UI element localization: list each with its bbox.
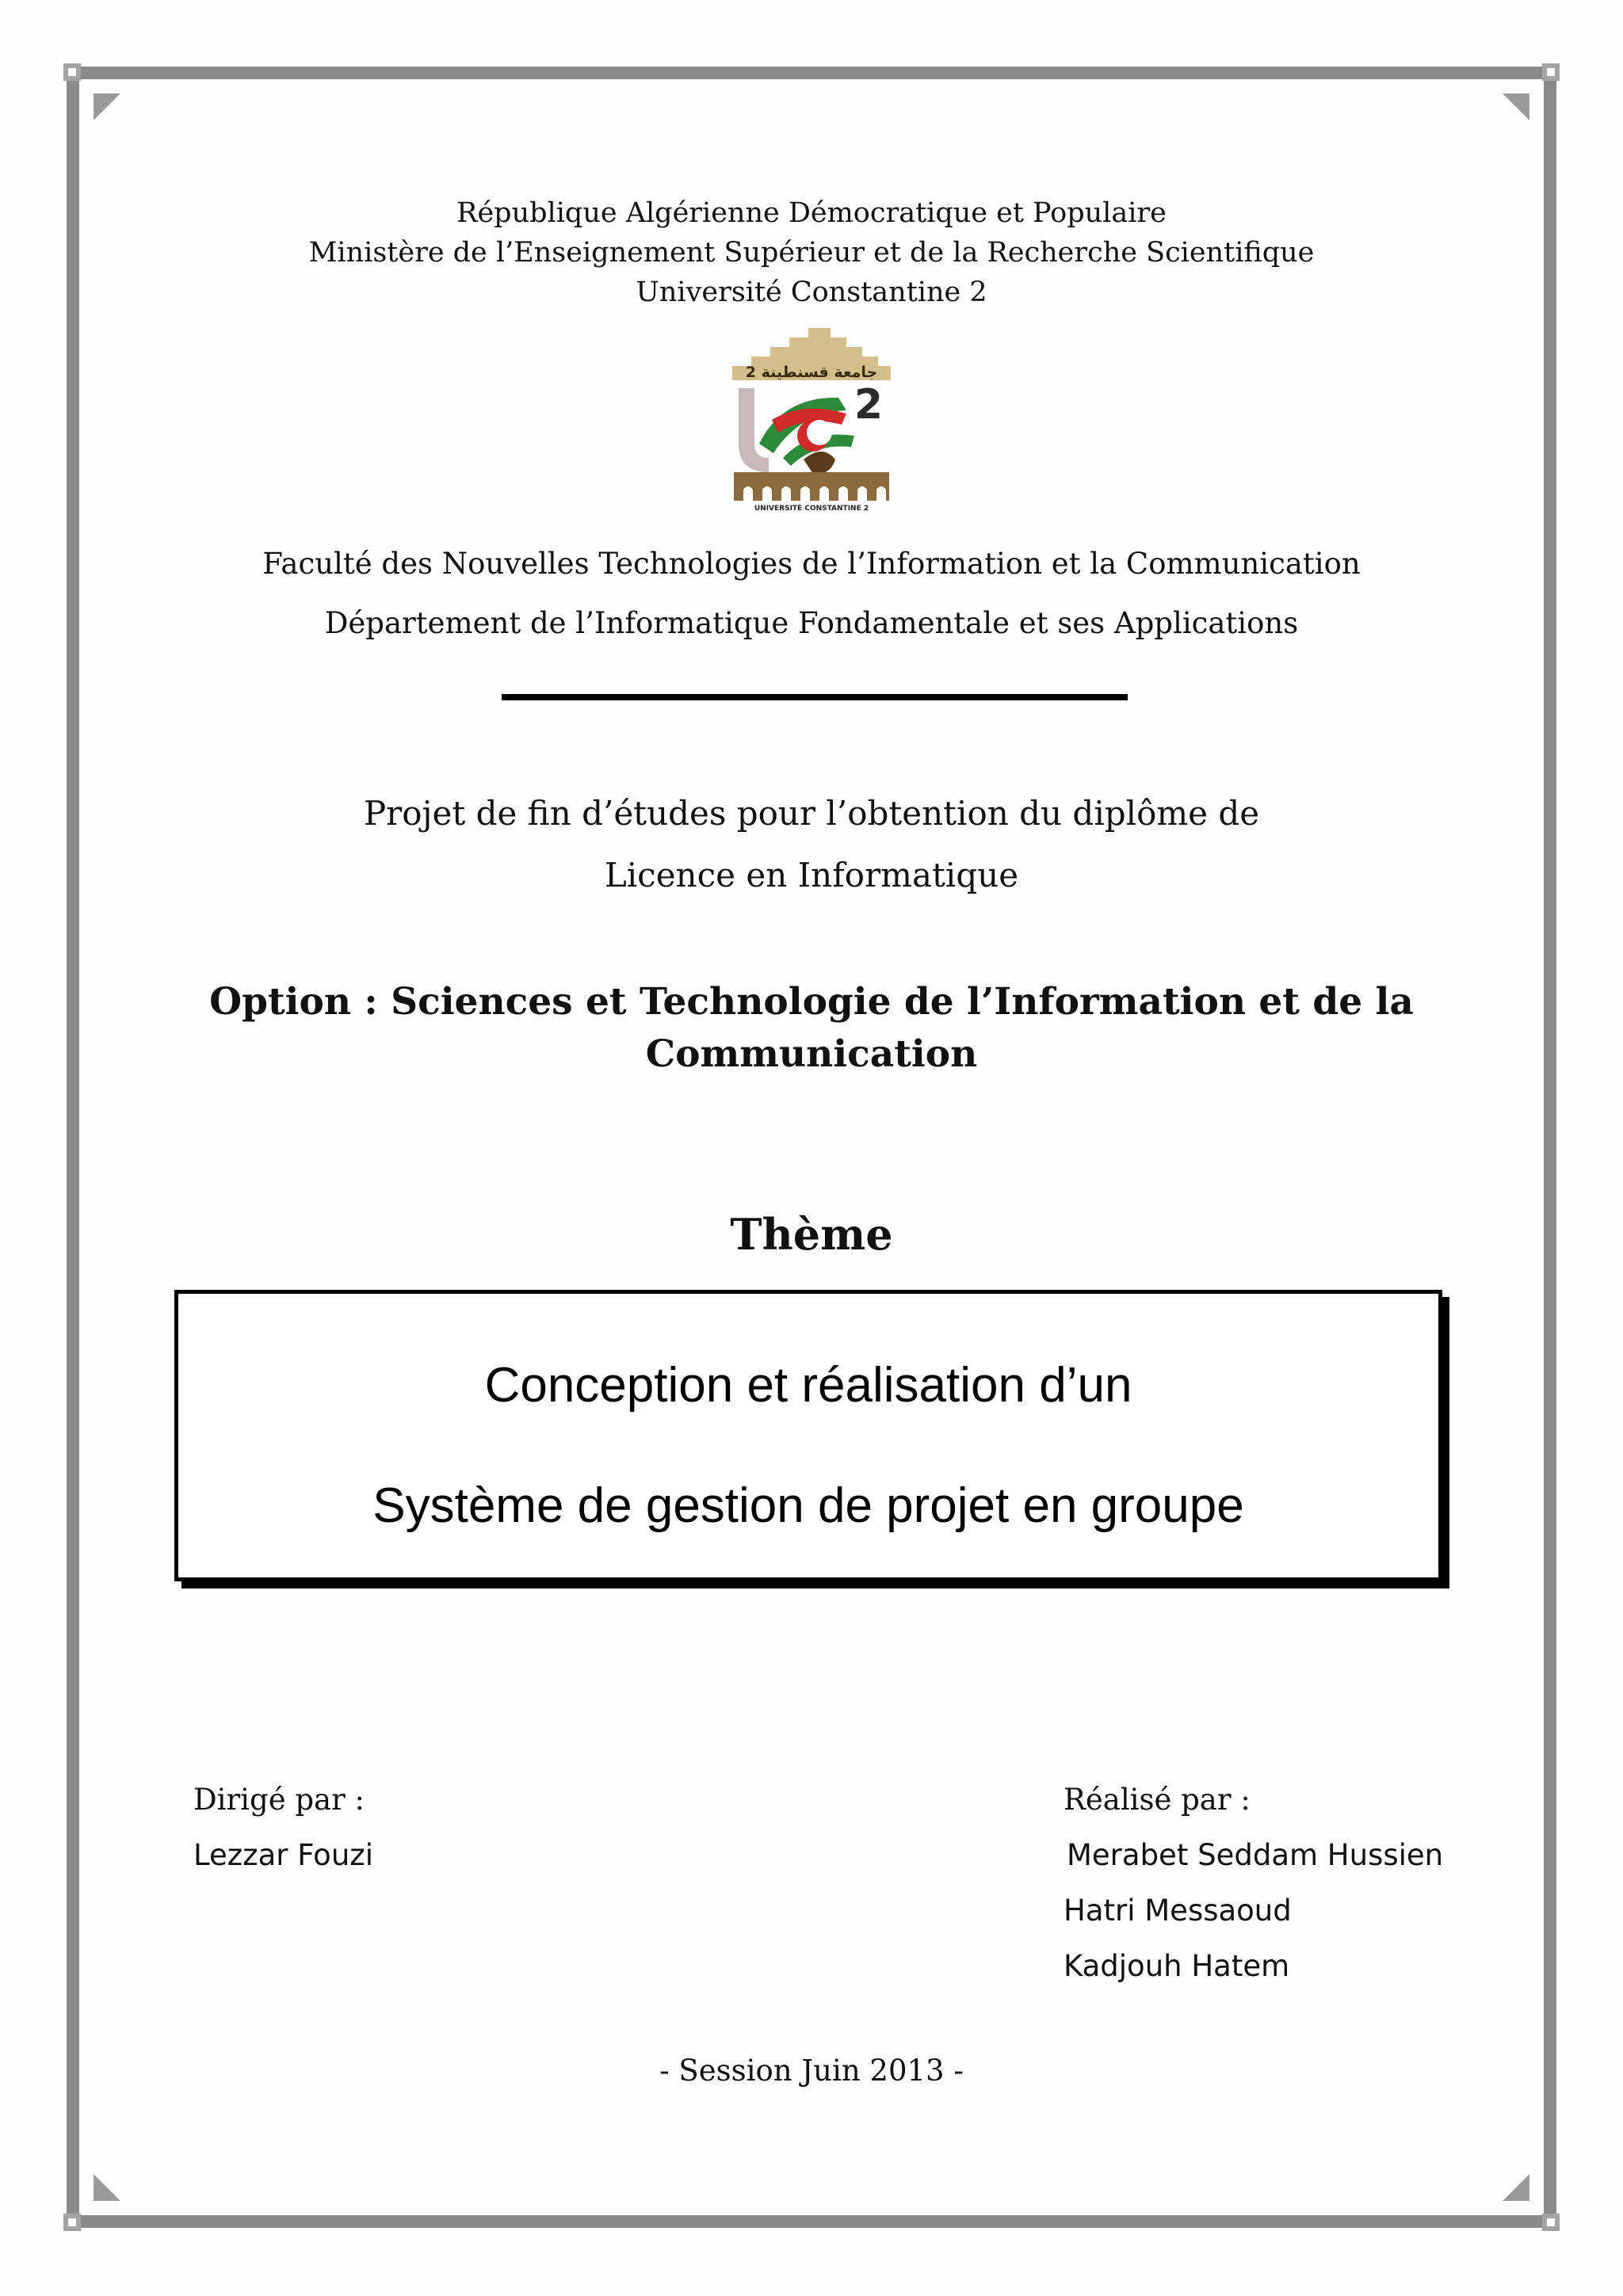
header-ministry: Ministère de l’Enseignement Supérieur et de la Recherche Scientifique <box>308 237 1315 269</box>
author-name: Kadjouh Hatem <box>1064 1949 1290 1983</box>
option-line-1: Option : Sciences et Technologie de l’Information et de la <box>209 980 1414 1024</box>
frame-left-line <box>67 67 79 2228</box>
project-line-1: Projet de fin d’études pour l’obtention du diplôme de <box>363 794 1260 833</box>
faculty-name: Faculté des Nouvelles Technologies de l’Information et la Communication <box>262 547 1361 581</box>
author-name: Merabet Seddam Hussien <box>1067 1838 1444 1872</box>
department-name: Département de l’Informatique Fondamentale et ses Applications <box>324 606 1299 640</box>
logo-caption: UNIVERSITÉ CONSTANTINE 2 <box>754 505 869 512</box>
header-republic: République Algérienne Démocratique et Populaire <box>456 197 1167 229</box>
frame-corner-triangle <box>1503 93 1529 120</box>
theme-title-line-1: Conception et réalisation d’un <box>484 1358 1132 1413</box>
logo-arabic-text: جامعة قسنطينة 2 <box>745 364 878 381</box>
option-line-2: Communication <box>645 1032 978 1076</box>
frame-corner-square <box>1542 63 1560 81</box>
authors-label: Réalisé par : <box>1064 1783 1251 1817</box>
frame-top-line <box>67 67 1556 79</box>
separator-rule <box>502 694 1128 700</box>
theme-title-line-2: Système de gestion de projet en groupe <box>372 1478 1244 1533</box>
supervisor-name: Lezzar Fouzi <box>193 1838 373 1872</box>
frame-corner-triangle <box>1503 2174 1529 2201</box>
project-line-2: Licence en Informatique <box>604 856 1019 894</box>
logo-digit: 2 <box>854 381 884 429</box>
university-logo <box>727 325 896 512</box>
header-university: Université Constantine 2 <box>636 277 987 308</box>
frame-corner-square <box>63 63 81 81</box>
frame-bottom-line <box>67 2215 1556 2228</box>
theme-label: Thème <box>730 1209 893 1260</box>
session-date: - Session Juin 2013 - <box>659 2054 964 2088</box>
frame-corner-square <box>63 2214 81 2231</box>
theme-title-box <box>174 1290 1442 1581</box>
frame-corner-triangle <box>94 93 120 120</box>
frame-corner-square <box>1542 2214 1560 2231</box>
author-name: Hatri Messaoud <box>1064 1894 1292 1928</box>
frame-right-line <box>1544 67 1556 2228</box>
supervisor-label: Dirigé par : <box>193 1783 365 1817</box>
frame-corner-triangle <box>94 2174 120 2201</box>
